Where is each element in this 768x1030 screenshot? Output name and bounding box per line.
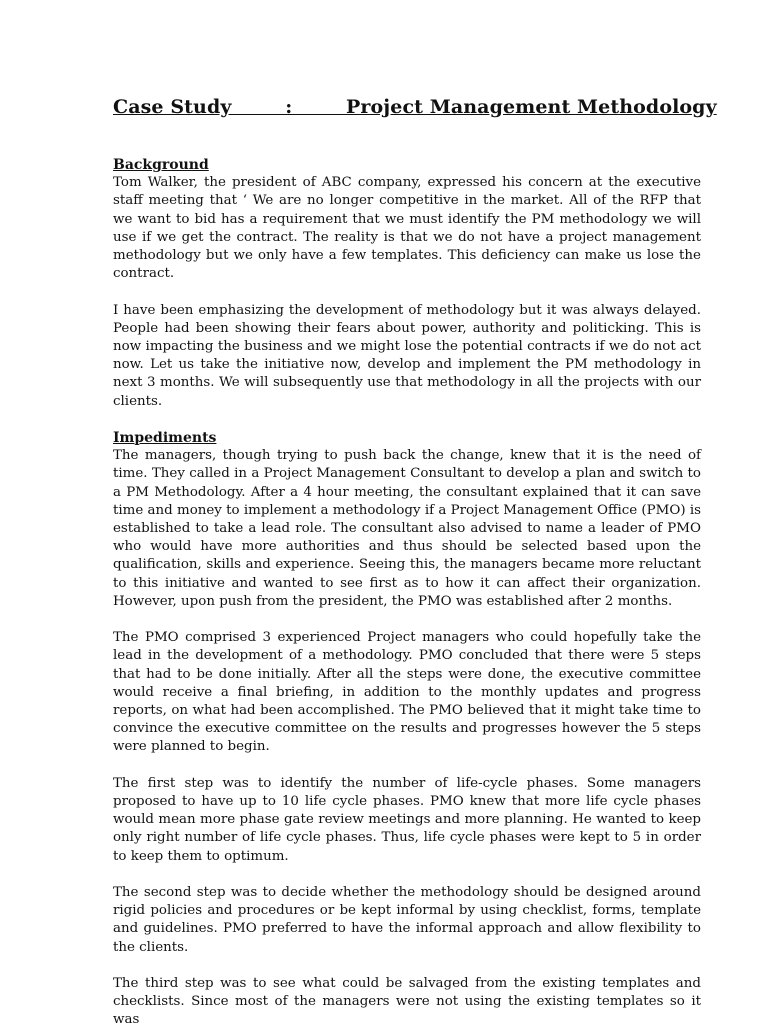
paragraph: The third step was to see what could be salvaged from the existing templates and checklists. Since most of the managers were not using the existing templates so it was	[113, 976, 701, 1028]
section-heading-impediments: Impediments	[113, 430, 217, 447]
document-page	[113, 96, 717, 1030]
paragraph: The PMO comprised 3 experienced Project managers who could hopefully take the lead in the development of a methodology. PMO concluded that there were 5 steps that had to be done initially. After all the steps were done, the executive committee would receive a final briefing, in addition to the monthly updates and progress reports, on what had been accomplished. The PMO believed that it might take time to convince the executive committee on the results and progresses however the 5 steps were planned to begin.	[113, 630, 701, 755]
paragraph: Tom Walker, the president of ABC company, expressed his concern at the executive staff meeting that ‘ We are no longer competitive in the market. All of the RFP that we want to bid has a requirement that we must identify the PM methodology we will use if we get the contract. The reality is that we do not have a project management methodology but we only have a few templates. This deficiency can make us lose the contract.	[113, 175, 701, 282]
paragraph: The first step was to identify the number of life-cycle phases. Some managers proposed to have up to 10 life cycle phases. PMO knew that more life cycle phases would mean more phase gate review meetings and more planning. He wanted to keep only right number of life cycle phases. Thus, life cycle phases were kept to 5 in order to keep them to optimum.	[113, 775, 701, 864]
paragraph: The second step was to decide whether the methodology should be designed around rigid policies and procedures or be kept informal by using checklist, forms, template and guidelines. PMO preferred to have the informal approach and allow flexibility to the clients.	[113, 885, 701, 955]
paragraph: The managers, though trying to push back the change, knew that it is the need of time. They called in a Project Management Consultant to develop a plan and switch to a PM Methodology. After a 4 hour meeting, the consultant explained that it can save time and money to implement a methodology if a Project Management Office (PMO) is established to take a lead role. The consultant also advised to name a leader of PMO who would have more authorities and thus should be selected based upon the qualification, skills and experience. Seeing this, the managers became more reluctant to this initiative and wanted to see first as to how it can affect their organization. However, upon push from the president, the PMO was established after 2 months.	[113, 448, 701, 609]
document-title: Case Study : Project Management Methodology	[113, 96, 717, 118]
paragraph: I have been emphasizing the development of methodology but it was always delayed. People had been showing their fears about power, authority and politicking. This is now impacting the business and we might lose the potential contracts if we do not act now. Let us take the initiative now, develop and implement the PM methodology in next 3 months. We will subsequently use that methodology in all the projects with our clients.	[113, 302, 701, 409]
section-heading-background: Background	[113, 157, 209, 173]
